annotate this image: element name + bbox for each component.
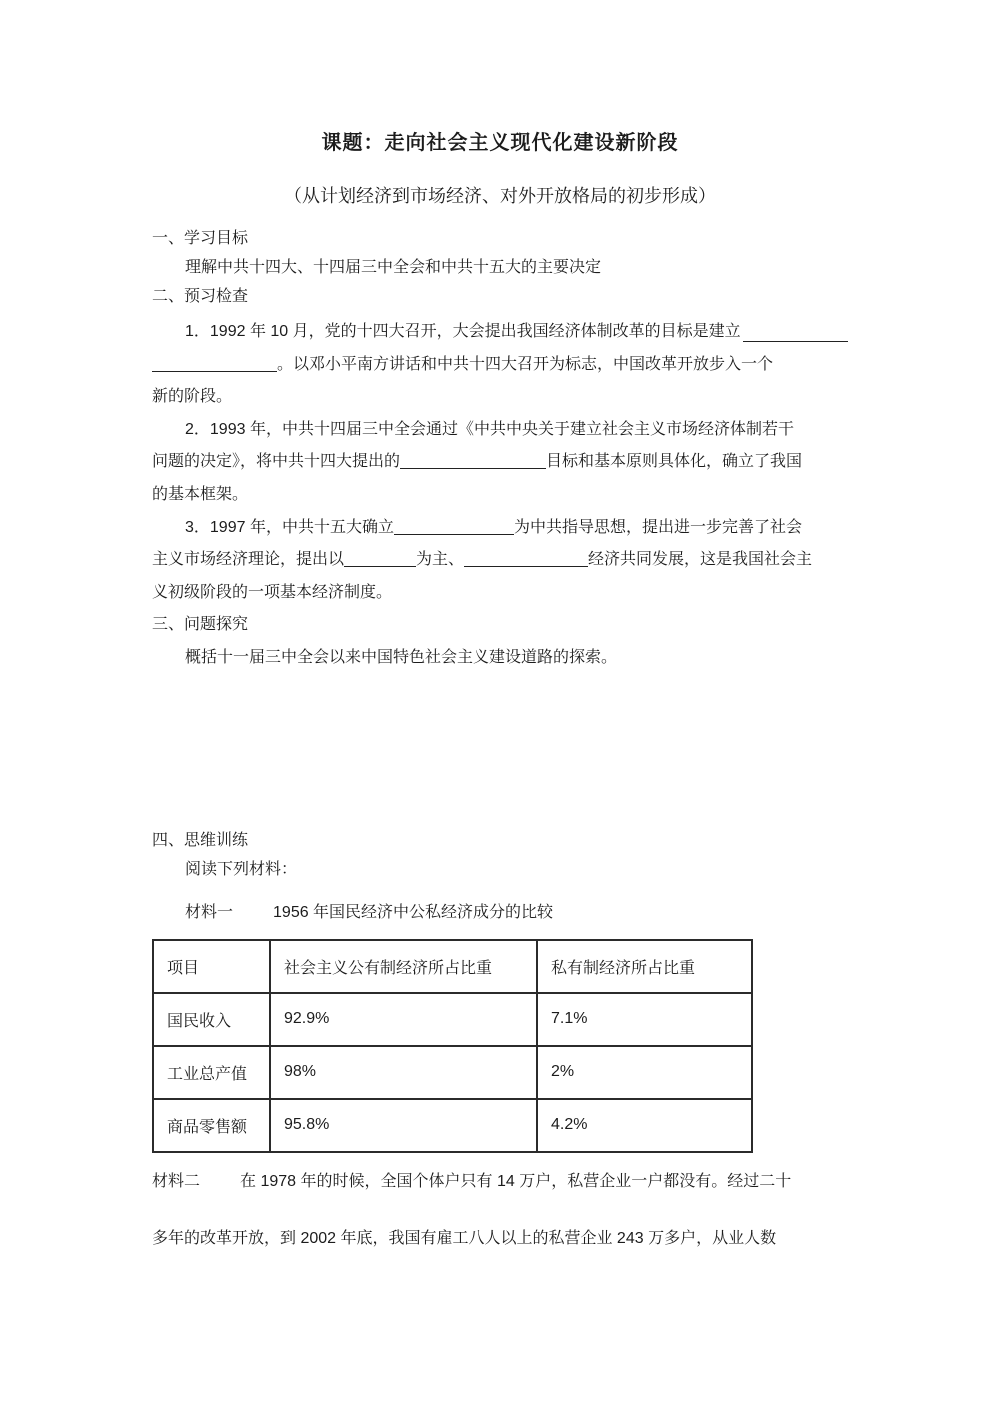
fill-in-blank (394, 521, 514, 535)
table-header-cell: 项目 (153, 940, 270, 993)
section-3-body: 概括十一届三中全会以来中国特色社会主义建设道路的探索。 (185, 648, 618, 666)
preview-item-3-line-3 (152, 577, 848, 610)
material-one-label: 材料一 (185, 903, 234, 921)
table-cell: 2% (537, 1046, 752, 1099)
worksheet-text: 2．1993 年，中共十四届三中全会通过《中共中央关于建立社会主义市场经济体制若干 (185, 420, 794, 438)
table-header-row (153, 940, 752, 993)
preview-item-3-line-1 (152, 512, 848, 545)
table-row (153, 1099, 752, 1152)
section-4-body: 阅读下列材料： (185, 860, 298, 878)
table-cell: 98% (270, 1046, 537, 1099)
table-cell: 国民收入 (153, 993, 270, 1046)
table-cell: 工业总产值 (153, 1046, 270, 1099)
material-one-caption-row (152, 898, 848, 928)
worksheet-text: 新的阶段。 (152, 388, 233, 406)
material-two-label: 材料二 (152, 1172, 201, 1190)
fill-in-blank (152, 358, 277, 372)
worksheet-text: 1．1992 年 10 月，党的十四大召开，大会提出我国经济体制改革的目标是建立 (185, 323, 741, 340)
section-4-heading: 四、思维训练 (152, 831, 249, 849)
preview-item-2-line-2 (152, 446, 848, 479)
section-1-heading: 一、学习目标 (152, 230, 249, 247)
worksheet-text: 为中共指导思想，提出进一步完善了社会 (513, 518, 802, 536)
table-cell: 4.2% (537, 1099, 752, 1152)
table-header-cell: 社会主义公有制经济所占比重 (270, 940, 537, 993)
page-subtitle: （从计划经济到市场经济、对外开放格局的初步形成） (284, 186, 716, 206)
worksheet-text: 主义市场经济理论，提出以 (152, 551, 345, 569)
page-title: 课题：走向社会主义现代化建设新阶段 (321, 132, 679, 154)
section-preview-check (152, 316, 848, 675)
worksheet-text: 3．1997 年，中共十五大确立 (185, 518, 394, 536)
table-header-cell: 私有制经济所占比重 (537, 940, 752, 993)
material-one-caption: 1956 年国民经济中公私经济成分的比较 (273, 903, 554, 921)
section-1-body: 理解中共十四大、十四届三中全会和中共十五大的主要决定 (185, 259, 602, 276)
preview-item-2-line-3 (152, 479, 848, 512)
section-thinking-training (152, 826, 848, 884)
table-cell: 商品零售额 (153, 1099, 270, 1152)
worksheet-text: 为主、 (416, 551, 465, 569)
worksheet-text: 目标和基本原则具体化，确立了我国 (546, 453, 803, 471)
table-cell: 92.9% (270, 993, 537, 1046)
fill-in-blank (743, 316, 848, 342)
preview-item-1-line-1 (152, 316, 848, 349)
preview-item-3-line-2 (152, 544, 848, 577)
preview-item-1-line-3 (152, 381, 848, 414)
section-2-heading: 二、预习检查 (152, 288, 249, 305)
worksheet-text: 多年的改革开放，到 2002 年底，我国有雇工八人以上的私营企业 243 万多户，从业人数 (152, 1229, 777, 1247)
worksheet-text: 问题的决定》，将中共十四大提出的 (152, 453, 401, 471)
material-two-paragraph (152, 1153, 848, 1267)
document-content (152, 0, 848, 1267)
economy-comparison-table (152, 939, 753, 1153)
fill-in-blank (464, 553, 588, 567)
table-row (153, 993, 752, 1046)
table-cell: 95.8% (270, 1099, 537, 1152)
table-row (153, 1046, 752, 1099)
preview-item-2-line-1 (152, 414, 848, 447)
worksheet-text: 义初级阶段的一项基本经济制度。 (152, 583, 393, 601)
fill-in-blank (344, 553, 416, 567)
table-cell: 7.1% (537, 993, 752, 1046)
material-two-line-1 (152, 1153, 848, 1210)
fill-in-blank (400, 455, 546, 469)
material-two-line-2 (152, 1210, 848, 1267)
worksheet-text: 。以邓小平南方讲话和中共十四大召开为标志，中国改革开放步入一个 (277, 355, 774, 373)
worksheet-text: 在 1978 年的时候，全国个体户只有 14 万户，私营企业一户都没有。经过二十 (240, 1172, 792, 1190)
section-objectives (152, 224, 848, 311)
section-3-heading: 三、问题探究 (152, 616, 249, 634)
worksheet-text: 经济共同发展，这是我国社会主 (588, 551, 813, 569)
worksheet-text: 的基本框架。 (152, 485, 249, 503)
preview-item-1-line-2 (152, 349, 848, 382)
